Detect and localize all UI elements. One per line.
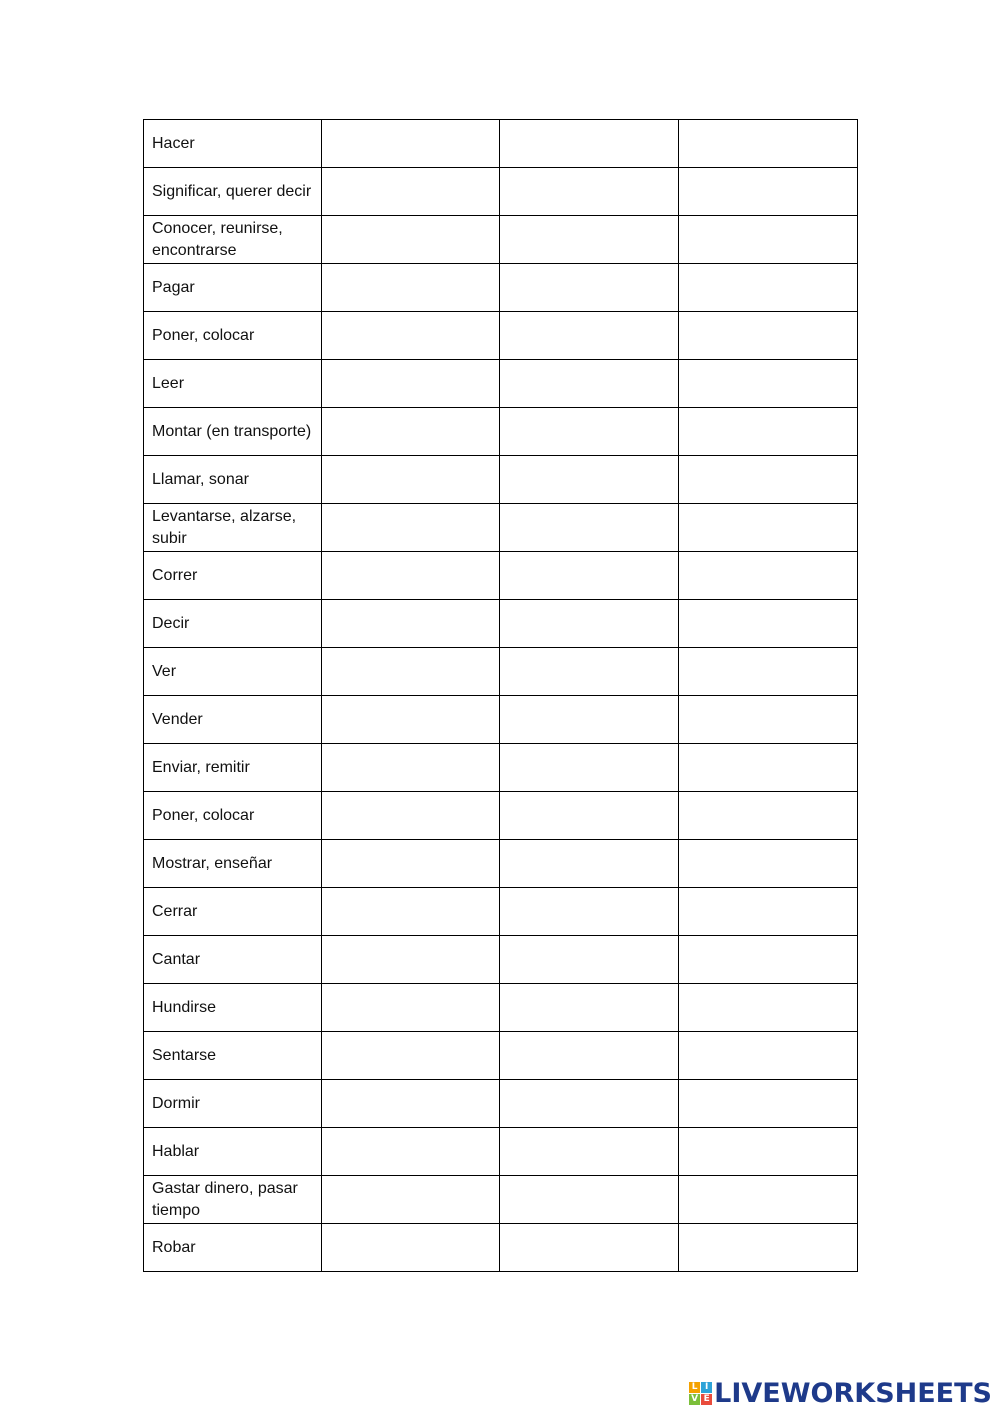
answer-cell-1[interactable] [322, 600, 500, 648]
answer-cell-1[interactable] [322, 1080, 500, 1128]
answer-cell-2[interactable] [500, 216, 679, 264]
answer-cell-3[interactable] [679, 600, 858, 648]
verb-meaning-cell: Vender [144, 696, 322, 744]
verb-meaning-cell: Dormir [144, 1080, 322, 1128]
answer-cell-1[interactable] [322, 1128, 500, 1176]
logo-tile-e: E [701, 1394, 712, 1405]
verb-meaning-cell: Leer [144, 360, 322, 408]
logo-tile-l: L [689, 1382, 700, 1393]
answer-cell-3[interactable] [679, 744, 858, 792]
answer-cell-1[interactable] [322, 552, 500, 600]
answer-cell-3[interactable] [679, 648, 858, 696]
answer-cell-2[interactable] [500, 456, 679, 504]
answer-cell-1[interactable] [322, 744, 500, 792]
table-row [144, 1128, 858, 1176]
table-row [144, 648, 858, 696]
verb-meaning-cell: Hundirse [144, 984, 322, 1032]
answer-cell-3[interactable] [679, 792, 858, 840]
answer-cell-3[interactable] [679, 1176, 858, 1224]
answer-cell-1[interactable] [322, 360, 500, 408]
answer-cell-3[interactable] [679, 840, 858, 888]
table-row [144, 360, 858, 408]
answer-cell-3[interactable] [679, 216, 858, 264]
answer-cell-2[interactable] [500, 120, 679, 168]
answer-cell-3[interactable] [679, 1080, 858, 1128]
verb-meaning-cell: Poner, colocar [144, 792, 322, 840]
verb-meaning-cell: Robar [144, 1224, 322, 1272]
answer-cell-2[interactable] [500, 888, 679, 936]
answer-cell-2[interactable] [500, 552, 679, 600]
answer-cell-1[interactable] [322, 696, 500, 744]
answer-cell-3[interactable] [679, 408, 858, 456]
answer-cell-3[interactable] [679, 456, 858, 504]
verb-meaning-cell: Pagar [144, 264, 322, 312]
verb-meaning-cell: Sentarse [144, 1032, 322, 1080]
verb-meaning-cell: Significar, querer decir [144, 168, 322, 216]
answer-cell-1[interactable] [322, 312, 500, 360]
table-row [144, 696, 858, 744]
verb-meaning-cell: Hacer [144, 120, 322, 168]
answer-cell-2[interactable] [500, 1032, 679, 1080]
answer-cell-2[interactable] [500, 840, 679, 888]
answer-cell-2[interactable] [500, 1176, 679, 1224]
answer-cell-3[interactable] [679, 168, 858, 216]
answer-cell-1[interactable] [322, 840, 500, 888]
answer-cell-3[interactable] [679, 120, 858, 168]
answer-cell-1[interactable] [322, 792, 500, 840]
answer-cell-3[interactable] [679, 504, 858, 552]
table-row [144, 888, 858, 936]
table-row [144, 1080, 858, 1128]
verb-meaning-cell: Hablar [144, 1128, 322, 1176]
answer-cell-1[interactable] [322, 888, 500, 936]
table-row [144, 408, 858, 456]
answer-cell-1[interactable] [322, 1176, 500, 1224]
verb-meaning-cell: Conocer, reunirse, encontrarse [144, 216, 322, 264]
answer-cell-2[interactable] [500, 504, 679, 552]
answer-cell-3[interactable] [679, 888, 858, 936]
brand-name: LIVEWORKSHEETS [714, 1377, 992, 1409]
table-row [144, 264, 858, 312]
table-row [144, 744, 858, 792]
verb-meaning-cell: Gastar dinero, pasar tiempo [144, 1176, 322, 1224]
answer-cell-2[interactable] [500, 408, 679, 456]
answer-cell-2[interactable] [500, 312, 679, 360]
answer-cell-1[interactable] [322, 648, 500, 696]
answer-cell-2[interactable] [500, 1080, 679, 1128]
answer-cell-3[interactable] [679, 552, 858, 600]
answer-cell-3[interactable] [679, 360, 858, 408]
liveworksheets-brand[interactable] [689, 1378, 992, 1408]
answer-cell-1[interactable] [322, 504, 500, 552]
verb-meaning-cell: Montar (en transporte) [144, 408, 322, 456]
answer-cell-2[interactable] [500, 1224, 679, 1272]
answer-cell-3[interactable] [679, 936, 858, 984]
answer-cell-2[interactable] [500, 696, 679, 744]
verb-meaning-cell: Decir [144, 600, 322, 648]
answer-cell-2[interactable] [500, 792, 679, 840]
answer-cell-1[interactable] [322, 168, 500, 216]
table-row [144, 792, 858, 840]
answer-cell-1[interactable] [322, 1032, 500, 1080]
answer-cell-2[interactable] [500, 936, 679, 984]
verb-meaning-cell: Ver [144, 648, 322, 696]
verb-meaning-cell: Mostrar, enseñar [144, 840, 322, 888]
verb-meaning-cell: Llamar, sonar [144, 456, 322, 504]
answer-cell-2[interactable] [500, 984, 679, 1032]
answer-cell-2[interactable] [500, 744, 679, 792]
answer-cell-1[interactable] [322, 1224, 500, 1272]
table-row [144, 552, 858, 600]
table-row [144, 120, 858, 168]
answer-cell-2[interactable] [500, 648, 679, 696]
table-row [144, 456, 858, 504]
logo-tile-v: V [689, 1394, 700, 1405]
answer-cell-1[interactable] [322, 456, 500, 504]
answer-cell-2[interactable] [500, 264, 679, 312]
verb-meaning-cell: Correr [144, 552, 322, 600]
answer-cell-2[interactable] [500, 360, 679, 408]
answer-cell-3[interactable] [679, 264, 858, 312]
verb-meaning-cell: Levantarse, alzarse, subir [144, 504, 322, 552]
answer-cell-3[interactable] [679, 1032, 858, 1080]
answer-cell-3[interactable] [679, 1224, 858, 1272]
table-row [144, 1224, 858, 1272]
table-row [144, 168, 858, 216]
table-row [144, 1032, 858, 1080]
verb-meaning-cell: Poner, colocar [144, 312, 322, 360]
answer-cell-3[interactable] [679, 312, 858, 360]
table-row [144, 216, 858, 264]
table-row [144, 840, 858, 888]
answer-cell-3[interactable] [679, 696, 858, 744]
logo-tile-i: I [701, 1382, 712, 1393]
verb-table [143, 119, 858, 1272]
liveworksheets-logo-icon [689, 1382, 712, 1405]
verb-meaning-cell: Cerrar [144, 888, 322, 936]
answer-cell-1[interactable] [322, 216, 500, 264]
verb-meaning-cell: Enviar, remitir [144, 744, 322, 792]
answer-cell-1[interactable] [322, 120, 500, 168]
answer-cell-1[interactable] [322, 408, 500, 456]
answer-cell-2[interactable] [500, 1128, 679, 1176]
answer-cell-1[interactable] [322, 984, 500, 1032]
table-row [144, 1176, 858, 1224]
answer-cell-3[interactable] [679, 1128, 858, 1176]
answer-cell-1[interactable] [322, 264, 500, 312]
answer-cell-2[interactable] [500, 600, 679, 648]
verb-meaning-cell: Cantar [144, 936, 322, 984]
table-row [144, 600, 858, 648]
answer-cell-2[interactable] [500, 168, 679, 216]
table-row [144, 936, 858, 984]
table-row [144, 312, 858, 360]
answer-cell-1[interactable] [322, 936, 500, 984]
table-row [144, 504, 858, 552]
table-row [144, 984, 858, 1032]
answer-cell-3[interactable] [679, 984, 858, 1032]
